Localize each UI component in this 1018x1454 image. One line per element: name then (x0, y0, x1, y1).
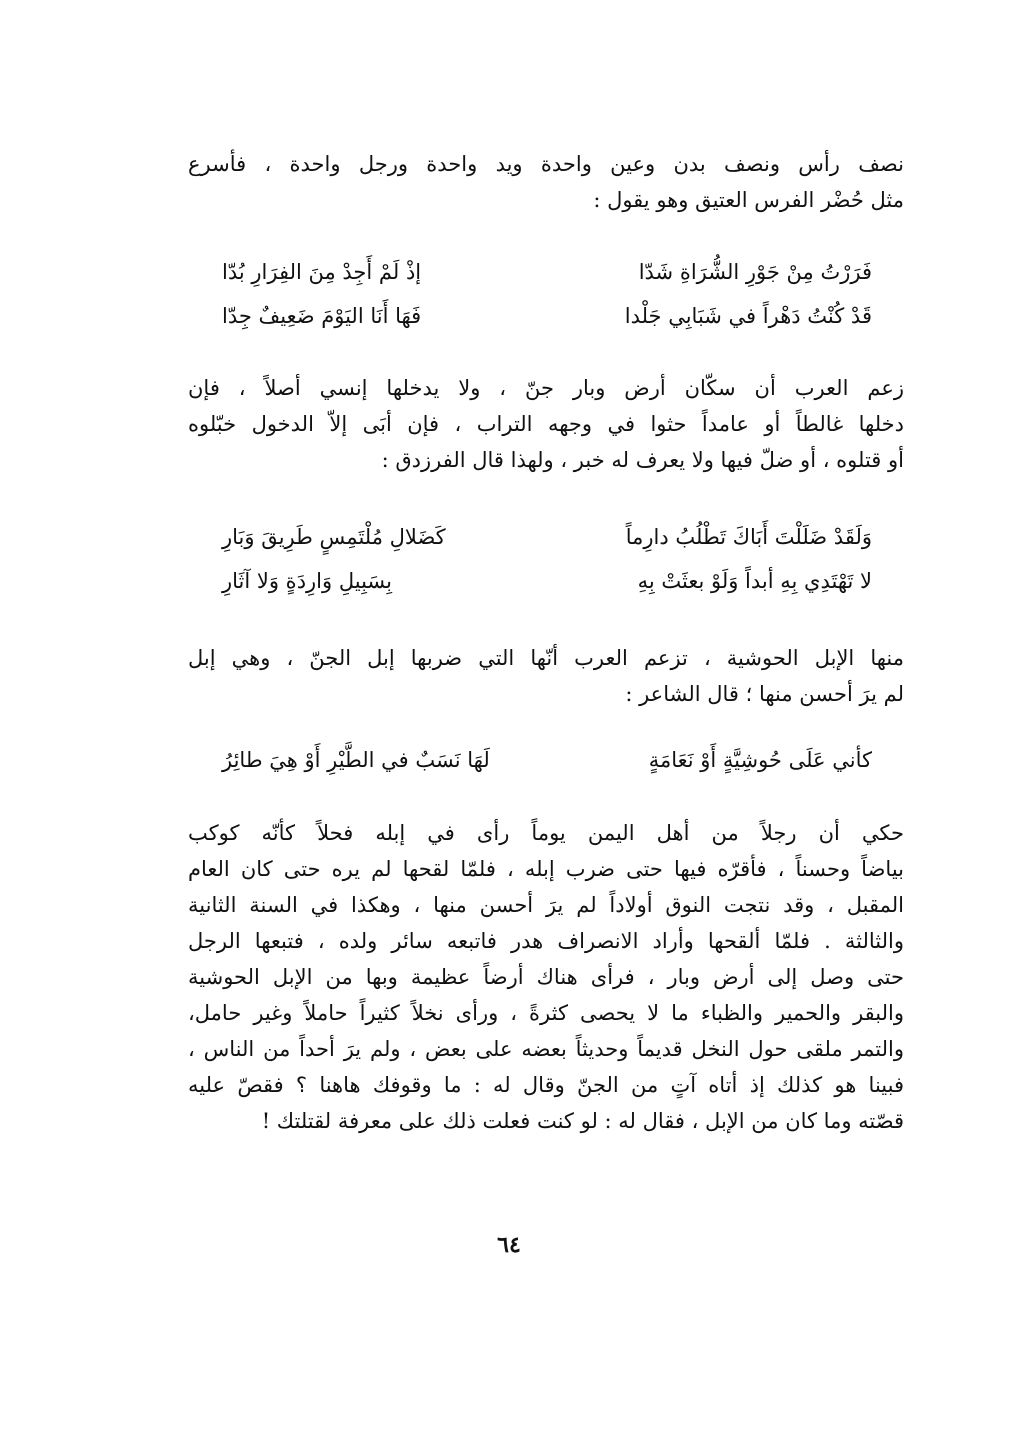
verse-first-hemistich: لا تَهْتَدِي بِهِ أبداً وَلَوْ بعثَتْ بِهِ (637, 569, 872, 593)
verse-second-hemistich: كَضَلالِ مُلْتَمِسٍ طَرِيقَ وَبَارِ (222, 525, 446, 549)
text-line: فبينا هو كذلك إذ أتاه آتٍ من الجنّ وقال له : ما وقوفك هاهنا ؟ فقصّ عليه (188, 1073, 904, 1097)
verse-row (222, 559, 872, 603)
verse-second-hemistich: إذْ لَمْ أَجِدْ مِنَ الفِرَارِ بُدّا (222, 260, 422, 284)
verse-row (222, 738, 872, 782)
verse-first-hemistich: كأني عَلَى حُوشِيَّةٍ أَوْ نَعَامَةٍ (648, 748, 872, 772)
verse-row (222, 294, 872, 338)
text-line: نصف رأس ونصف بدن وعين واحدة ويد واحدة ورجل واحدة ، فأسرع (188, 152, 904, 176)
verse-second-hemistich: فَهَا أَنَا اليَوْمَ ضَعِيفٌ جِدّا (222, 304, 422, 328)
paragraph-2 (188, 370, 904, 478)
verse-row (222, 250, 872, 294)
verse-2 (222, 515, 872, 603)
paragraph-3 (188, 640, 904, 712)
text-line: حتى وصل إلى أرض وبار ، فرأى هناك أرضاً عظيمة وبها من الإبل الحوشية (188, 965, 904, 989)
text-line: بياضاً وحسناً ، فأقرّه فيها حتى ضرب إبله ، فلمّا لقحها لم يره حتى كان العام (188, 857, 904, 881)
text-line: منها الإبل الحوشية ، تزعم العرب أنّها التي ضربها إبل الجنّ ، وهي إبل (188, 646, 904, 670)
text-line: دخلها غالطاً أو عامداً حثوا في وجهه التراب ، فإن أبَى إلاّ الدخول خبّلوه (188, 412, 904, 436)
paragraph-1 (188, 146, 904, 218)
text-line: والثالثة . فلمّا ألقحها وأراد الانصراف هدر فاتبعه سائر ولده ، فتبعها الرجل (188, 929, 904, 953)
text-line: والبقر والحمير والظباء ما لا يحصى كثرةً ، ورأى نخلاً كثيراً حاملاً وغير حامل، (188, 1001, 904, 1025)
verse-first-hemistich: فَرَرْتُ مِنْ جَوْرِ الشُّرَاةِ شَدّا (638, 260, 872, 284)
text-line: قصّته وما كان من الإبل ، فقال له : لو كنت فعلت ذلك على معرفة لقتلتك ! (261, 1109, 904, 1133)
paragraph-4 (188, 815, 904, 1139)
text-line: لم يرَ أحسن منها ؛ قال الشاعر : (625, 682, 904, 706)
text-line: والتمر ملقى حول النخل قديماً وحديثاً بعضه على بعض ، ولم يرَ أحداً من الناس ، (188, 1037, 904, 1061)
verse-second-hemistich: لَهَا نَسَبٌ في الطَّيْرِ أَوْ هِيَ طائِرُ (222, 748, 490, 772)
verse-first-hemistich: وَلَقَدْ ضَلَلْتَ أَبَاكَ تَطْلُبُ دارِماً (625, 525, 872, 549)
verse-3 (222, 738, 872, 782)
text-line: المقبل ، وقد نتجت النوق أولاداً لم يرَ أحسن منها ، وهكذا في السنة الثانية (188, 893, 904, 917)
verse-row (222, 515, 872, 559)
text-line: أو قتلوه ، أو ضلّ فيها ولا يعرف له خبر ، ولهذا قال الفرزدق : (381, 448, 904, 472)
verse-second-hemistich: بِسَبِيلِ وَارِدَةٍ وَلا آثَارِ (222, 569, 392, 593)
verse-1 (222, 250, 872, 338)
page-number: ٦٤ (497, 1232, 521, 1258)
text-line: مثل حُضْر الفرس العتيق وهو يقول : (593, 188, 904, 212)
verse-first-hemistich: قَدْ كُنْتُ دَهْراً في شَبَابِي جَلْدا (624, 304, 872, 328)
text-line: زعم العرب أن سكّان أرض وبار جنّ ، ولا يدخلها إنسي أصلاً ، فإن (188, 376, 904, 400)
text-line: حكي أن رجلاً من أهل اليمن يوماً رأى في إبله فحلاً كأنّه كوكب (188, 821, 904, 845)
